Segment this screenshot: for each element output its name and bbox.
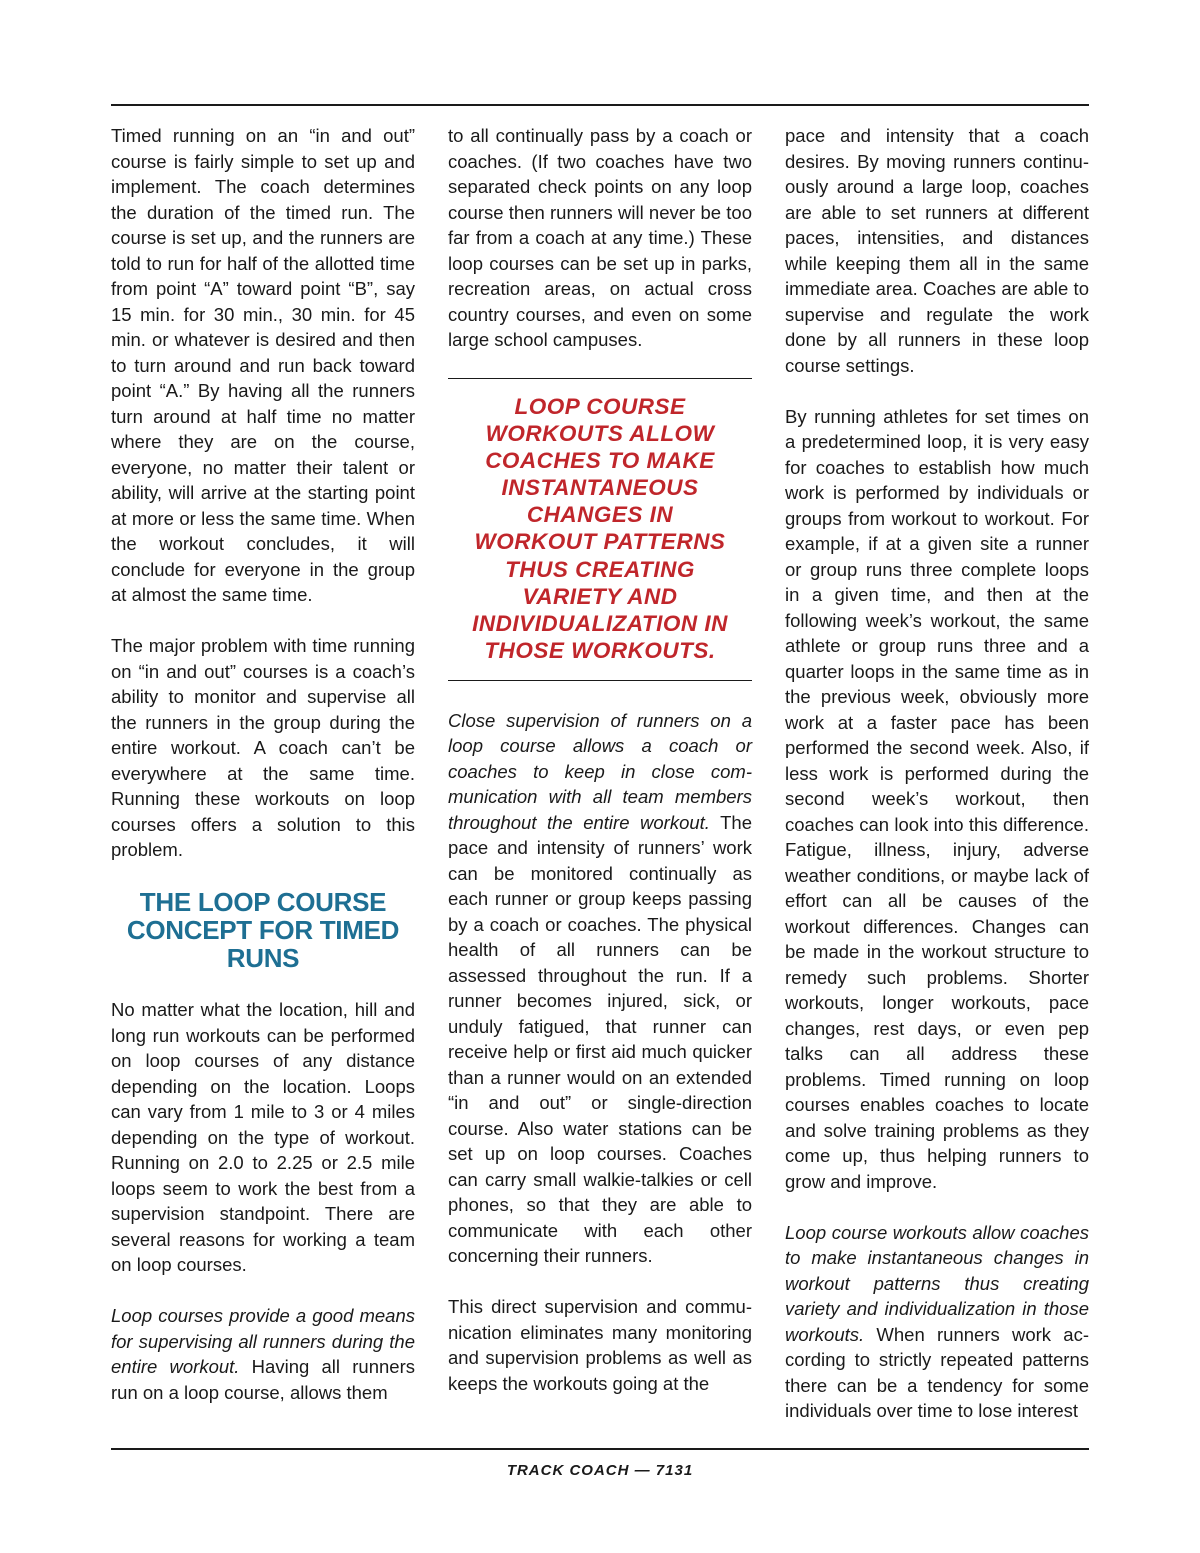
pull-quote-line: LOOP COURSE [514,394,686,419]
paragraph-instantaneous-changes [785,1220,1089,1424]
paragraph-set-times: By running athletes for set times on a predetermined loop, it is very easy for coaches to establish how much work is performed by individuals or groups from workout to workout. For example, if at a given site a runner or group runs three complete loops in a given time, and then at the following week’s workout, the same athlete or group runs three and a quarter loops in the same time as in the previous week, obviously more work at a faster pace has been performed the second week. Also, if less work is performed during the second week’s workout, then coaches can look into this difference. Fatigue, illness, injury, adverse weather conditions, or maybe lack of effort can all be causes of the workout differences. Changes can be made in the workout structure to remedy such problems. Shorter workouts, longer workouts, pace changes, rest days, or even pep talks can all address these problems. Timed running on loop courses enables coaches to locate and solve training problems as they come up, thus helping runners to grow and improve. [785,405,1089,1192]
paragraph-in-and-out: Timed running on an “in and out” course is fairly simple to set up and implement. The coach determines the duration of the timed run. The course is set up, and the runners are told to run for half of the allotted time from point “A” toward point “B”, say 15 min. for 30 min., 30 min. for 45 min. or whatever is desired and then to turn around and run back toward point “A.” By having all the runners turn around at half time no matter where they are on the course, everyone, no matter their talent or ability, will arrive at the starting point at more or less the same time. When the workout concludes, it will conclude for everyone in the group at almost the same time. [111,125,415,605]
top-rule [111,104,1089,106]
pull-quote-line: VARIETY AND [522,583,678,609]
pull-quote-line: THUS CREATING [505,556,695,582]
section-heading-line: THE LOOP COURSE [139,887,387,917]
column-1 [111,123,415,1405]
pull-quote-line: THOSE WORKOUTS. [484,637,716,663]
paragraph-close-supervision [448,708,752,1269]
section-heading-line: RUNS [226,943,300,973]
column-3 [785,123,1089,1424]
paragraph-major-problem: The major problem with time running on “in and out” courses is a coach’s ability to monitor and supervise all the runners in the group during the entire workout. A coach can’t be everywhere at the same time. Running these workouts on loop courses offers a solution to this problem. [111,635,415,860]
italic-lead: Loop course workouts allow coaches to make instantaneous changes in workout patterns thus creating variety and individualization in those workouts. [785,1221,1089,1345]
page-footer: TRACK COACH — 7131 [506,1462,694,1479]
pull-quote-line: INDIVIDUALIZATION IN [472,610,728,636]
paragraph-direct-supervision: This direct supervision and communication eliminates many monitoring and supervision problems as well as keeps the workouts going at the [448,1296,752,1394]
paragraph-text: Having all runners run on a loop course, allows them [111,1356,415,1403]
bottom-rule [111,1448,1089,1450]
paragraph-pace-intensity: pace and intensity that a coach desires. By moving runners continuously around a large loop, coaches are able to set runners at different paces, intensities, and distances while keeping them all in the same immediate area. Coaches are able to supervise and regulate the work done by all runners in these loop course settings. [785,125,1089,376]
section-heading-line: CONCEPT FOR TIMED [126,915,400,945]
pull-quote-line: CHANGES IN [526,502,674,528]
pull-quote [448,378,752,681]
paragraph-text: The pace and intensity of runners’ work can be monitored continually as each runner or group keeps passing by a coach or coaches. The physical health of all runners can be assessed throughout the run. If a runner becomes injured, sick, or unduly fatigued, that runner can receive help or first aid much quicker than a runner would on an extended “in and out” or single-direction course. Also water stations can be set up on loop courses. Coaches can carry small walkie-talkies or cell phones, so that they are able to communicate with each other concerning their runners. [448,811,753,1267]
pull-quote-line: INSTANTANEOUS [501,475,699,501]
pull-quote-line: WORKOUT PATTERNS [474,529,726,555]
column-2 [448,123,752,1396]
section-heading [111,888,415,972]
pull-quote-line: WORKOUTS ALLOW [485,421,715,447]
paragraph-supervising [111,1303,415,1405]
paragraph-loop-location: No matter what the location, hill and long run workouts can be performed on loop courses of any distance depending on the location. Loops can vary from 1 mile to 3 or 4 miles depending on the type of workout. Running on 2.0 to 2.25 or 2.5 mile loops seem to work the best from a supervision standpoint. There are several reasons for working a team on loop courses. [111,999,415,1275]
paragraph-check-points: to all continually pass by a coach or coaches. (If two coaches have two separated check points on any loop course then runners will never be too far from a coach at any time.) These loop courses can be set up in parks, recreation areas, on actual cross country courses, and even on some large school campuses. [448,125,752,350]
pull-quote-line: COACHES TO MAKE [485,448,715,474]
paragraph-text: When runners work according to strictly repeated patterns there can be a tendency for some individuals over time to lose interest [785,1323,1089,1421]
italic-lead: Loop courses provide a good means for supervising all runners during the entire workout. [111,1305,415,1377]
italic-lead: Close supervision of runners on a loop course allows a coach or coaches to keep in close communication with all team members throughout the entire workout. [448,709,752,833]
